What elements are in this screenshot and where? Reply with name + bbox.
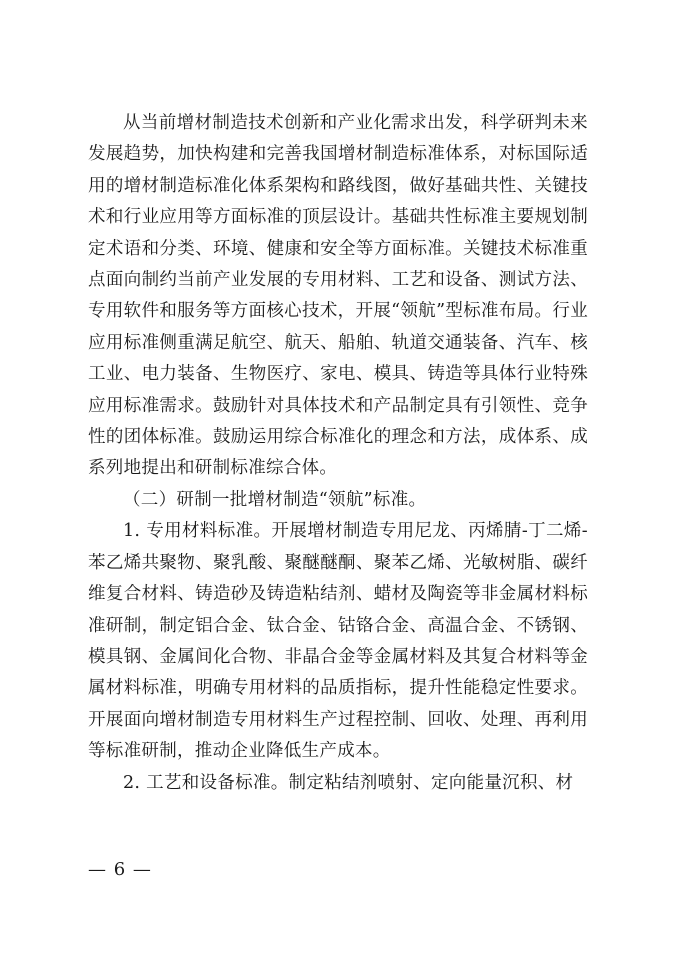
paragraph-process-equipment-standards: 2. 工艺和设备标准。制定粘结剂喷射、定向能量沉积、材 — [123, 772, 574, 793]
paragraph-material-standards: 1. 专用材料标准。开展增材制造专用尼龙、丙烯腈-丁二烯-苯乙烯共聚物、聚乳酸、聚醚醚酮、聚苯乙烯、光敏树脂、碳纤维复合材料、铸造砂及铸造粘结剂、蜡材及陶瓷等非金属材料标准研制，制定铝合金、钛合金、钴铬合金、高温合金、不锈钢、模具钢、金属间化合物、非晶合金等金属材料及其复合材料等金属材料标准，明确专用材料的品质指标，提升性能稳定性要求。开展面向增材制造专用材料生产过程控制、回收、处理、再利用等标准研制，推动企业降低生产成本。 — [88, 521, 588, 762]
page-number: — 6 — — [88, 859, 152, 880]
body-text — [88, 108, 588, 799]
paragraph-standard-system: 从当前增材制造技术创新和产业化需求出发，科学研判未来发展趋势，加快构建和完善我国增材制造标准体系，对标国际适用的增材制造标准化体系架构和路线图，做好基础共性、关键技术和行业应用等方面标准的顶层设计。基础共性标准主要规划制定术语和分类、环境、健康和安全等方面标准。关键技术标准重点面向制约当前产业发展的专用材料、工艺和设备、测试方法、专用软件和服务等方面核心技术，开展“领航”型标准布局。行业应用标准侧重满足航空、航天、船舶、轨道交通装备、汽车、核工业、电力装备、生物医疗、家电、模具、铸造等具体行业特殊应用标准需求。鼓励针对具体技术和产品制定具有引领性、竞争性的团体标准。鼓励运用综合标准化的理念和方法，成体系、成系列地提出和研制标准综合体。 — [88, 113, 588, 479]
section-heading-pilot-standards: （二）研制一批增材制造“领航”标准。 — [123, 489, 427, 510]
